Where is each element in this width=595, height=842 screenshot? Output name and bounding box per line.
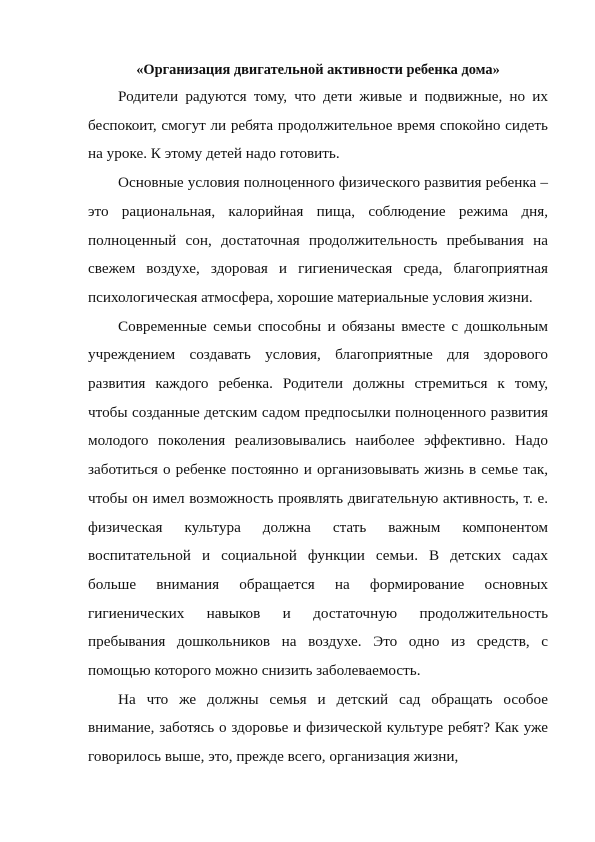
paragraph-1: Родители радуются тому, что дети живые и подвижные, но их беспокоит, смогут ли ребята продолжительное время спокойно сидеть на уроке. К этому детей надо готовить. xyxy=(88,88,548,163)
document-body xyxy=(88,60,548,772)
paragraph-2: Основные условия полноценного физического развития ребенка – это рациональная, калорийная пища, соблюдение режима дня, полноценный сон, достаточная продолжительность пребывания на свежем воздухе, здоровая и гигиеническая среда, благоприятная психологическая атмосфера, хорошие материальные условия жизни. xyxy=(88,174,548,306)
document-title: «Организация двигательной активности ребенка дома» xyxy=(136,62,500,78)
paragraph-4: На что же должны семья и детский сад обращать особое внимание, заботясь о здоровье и физической культуре ребят? Как уже говорилось выше, это, прежде всего, организация жизни, xyxy=(88,690,548,766)
paragraph-3: Современные семьи способны и обязаны вместе с дошкольным учреждением создавать условия, благоприятные для здорового развития каждого ребенка. Родители должны стремиться к тому, чтобы созданные детским садом предпосылки полноценного развития молодого поколения реализовывались наиболее эффективно. Надо заботиться о ребенке постоянно и организовывать жизнь в семье так, чтобы он имел возможность проявлять двигательную активность, т. е. физическая культура должна стать важным компонентом воспитательной и социальной функции семьи. В детских садах больше внимания обращается на формирование основных гигиенических навыков и достаточную продолжительность пребывания дошкольников на воздухе. Это одно из средств, с помощью которого можно снизить заболеваемость. xyxy=(88,317,548,680)
